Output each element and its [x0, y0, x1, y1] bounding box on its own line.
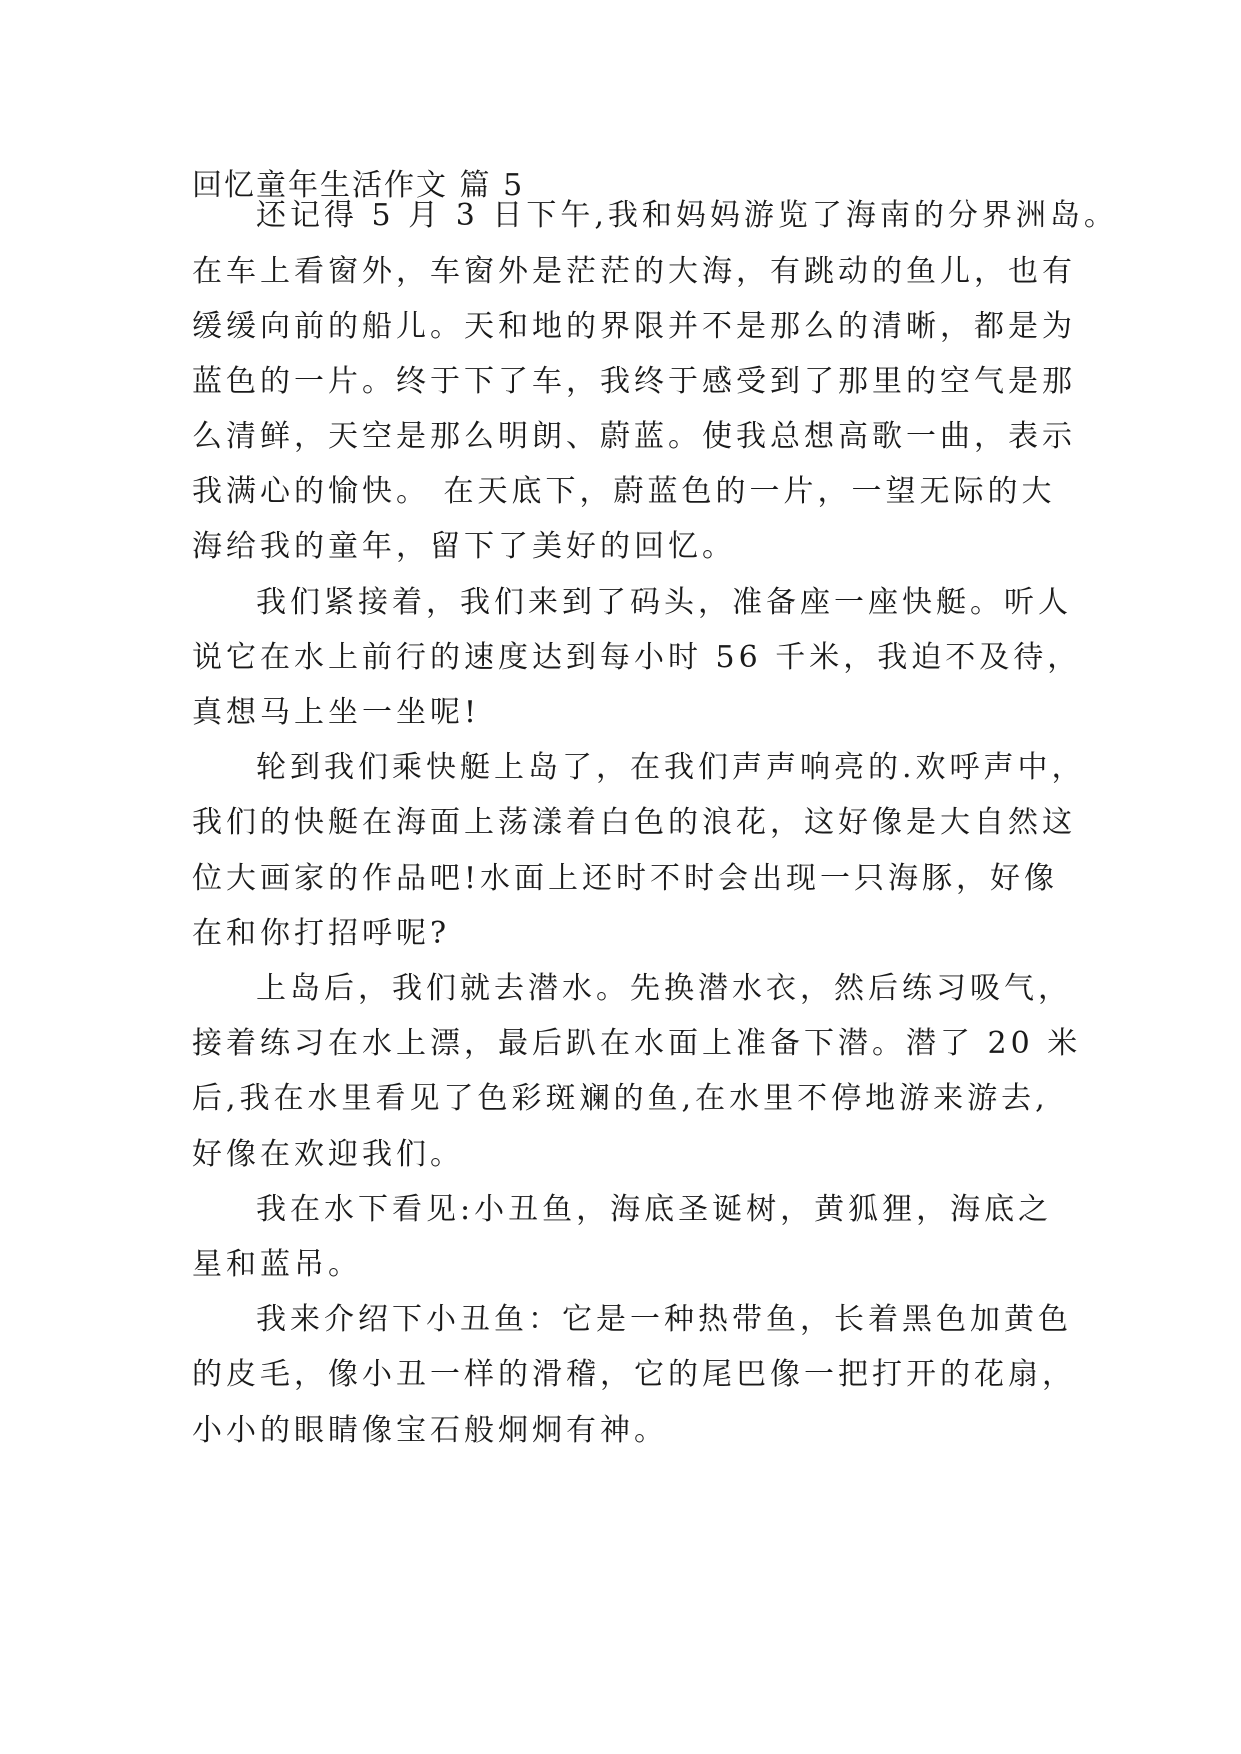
paragraph-line: 还记得 5 月 3 日下午,我和妈妈游览了海南的分界洲岛。	[256, 198, 1118, 233]
paragraph-line: 真想马上坐一坐呢!	[192, 695, 481, 730]
paragraph-line: 我们的快艇在海面上荡漾着白色的浪花，这好像是大自然这	[192, 805, 1076, 840]
paragraph-line: 位大画家的作品吧!水面上还时不时会出现一只海豚，好像	[192, 861, 1059, 896]
paragraph-line: 缓缓向前的船儿。天和地的界限并不是那么的清晰，都是为	[192, 309, 1076, 344]
document-title: 回忆童年生活作文 篇 5	[192, 168, 525, 203]
paragraph-line: 后,我在水里看见了色彩斑斓的鱼,在水里不停地游来游去,	[192, 1081, 1049, 1116]
paragraph-line: 我来介绍下小丑鱼：它是一种热带鱼，长着黑色加黄色	[256, 1302, 1072, 1337]
paragraph-line: 上岛后，我们就去潜水。先换潜水衣，然后练习吸气，	[256, 971, 1072, 1006]
paragraph-line: 在车上看窗外，车窗外是茫茫的大海，有跳动的鱼儿，也有	[192, 254, 1076, 289]
paragraph-line: 轮到我们乘快艇上岛了，在我们声声响亮的.欢呼声中，	[256, 750, 1086, 785]
paragraph-line: 星和蓝吊。	[192, 1247, 362, 1282]
paragraph-line: 说它在水上前行的速度达到每小时 56 千米，我迫不及待，	[192, 640, 1082, 675]
paragraph-line: 海给我的童年，留下了美好的回忆。	[192, 529, 736, 564]
paragraph-line: 小小的眼睛像宝石般炯炯有神。	[192, 1413, 668, 1448]
paragraph-line: 我满心的愉快。 在天底下，蔚蓝色的一片，一望无际的大	[192, 474, 1056, 509]
paragraph-line: 蓝色的一片。终于下了车，我终于感受到了那里的空气是那	[192, 364, 1076, 399]
paragraph-line: 在和你打招呼呢?	[192, 916, 451, 951]
paragraph-line: 我在水下看见:小丑鱼，海底圣诞树，黄狐狸，海底之	[256, 1192, 1053, 1227]
paragraph-line: 接着练习在水上漂，最后趴在水面上准备下潜。潜了 20 米	[192, 1026, 1082, 1061]
paragraph-line: 好像在欢迎我们。	[192, 1137, 464, 1172]
paragraph-line: 的皮毛，像小丑一样的滑稽，它的尾巴像一把打开的花扇，	[192, 1357, 1076, 1392]
paragraph-line: 我们紧接着，我们来到了码头，准备座一座快艇。听人	[256, 585, 1072, 620]
paragraph-line: 么清鲜，天空是那么明朗、蔚蓝。使我总想高歌一曲，表示	[192, 419, 1076, 454]
